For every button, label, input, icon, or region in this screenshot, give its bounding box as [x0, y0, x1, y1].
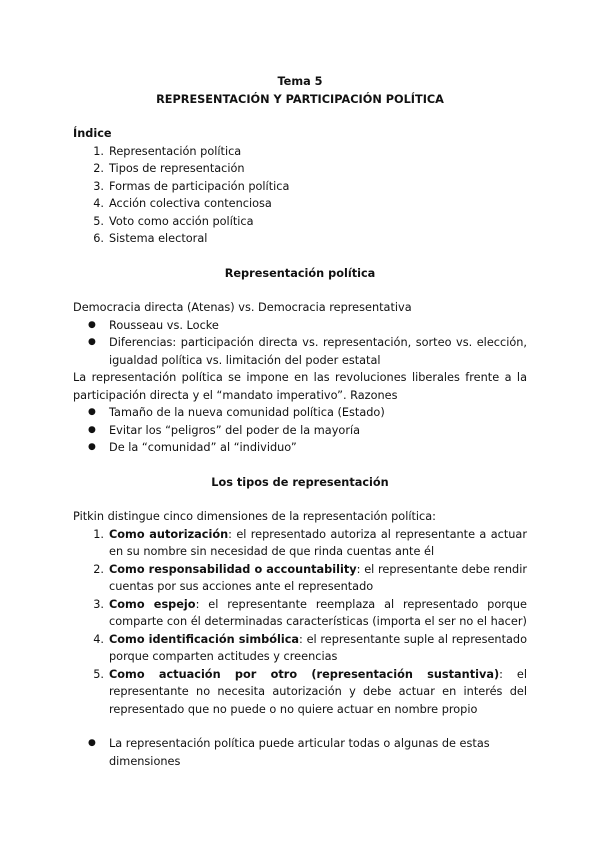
section2-intro: Pitkin distingue cinco dimensiones de la representación política:	[73, 510, 436, 523]
list-item: ● Diferencias: participación directa vs. representación, sorteo vs. elección, igualdad política vs. limitación del poder estatal	[88, 336, 527, 367]
index-item: 2. Tipos de representación	[93, 162, 245, 175]
section1-bullets-2	[73, 404, 527, 457]
document-page	[73, 73, 527, 770]
section1-paragraph: La representación política se impone en las revoluciones liberales frente a la participación directa y el “mandato imperativo”. Razones	[73, 371, 527, 402]
index-heading: Índice	[73, 127, 112, 140]
index-item: 5. Voto como acción política	[93, 214, 254, 228]
index-item: 4. Acción colectiva contenciosa	[93, 197, 272, 210]
bullet-icon: ●	[88, 424, 96, 435]
index-item: 6. Sistema electoral	[93, 232, 208, 245]
dimension-item: 3. Como espejo: el representante reemplaza al representado porque comparte con él determinadas características (importa el ser no el hacer)	[93, 597, 527, 628]
document-title: REPRESENTACIÓN Y PARTICIPACIÓN POLÍTICA	[156, 92, 444, 106]
dimensions-list	[73, 526, 527, 719]
section1-intro: Democracia directa (Atenas) vs. Democracia representativa	[73, 301, 412, 314]
bullet-icon: ●	[88, 442, 96, 452]
bullet-icon: ●	[88, 407, 96, 417]
section-heading-representacion: Representación política	[224, 266, 376, 280]
dimension-item: 2. Como responsabilidad o accountability: el representante debe rendir cuentas por sus acciones ante el representado	[93, 562, 527, 593]
spacer	[73, 718, 527, 735]
topic-number: Tema 5	[277, 75, 323, 88]
dimension-item: 1. Como autorización: el representado autoriza al representante a actuar en su nombre sin necesidad de que rinda cuentas ante él	[93, 527, 527, 558]
section1-bullets-1	[73, 317, 527, 370]
list-item: ● Rousseau vs. Locke	[73, 317, 527, 335]
list-item: ● La representación política puede articular todas o algunas de estas dimensiones	[88, 737, 490, 768]
index-item: 3. Formas de participación política	[93, 179, 290, 193]
dimension-item: 5. Como actuación por otro (representación sustantiva): el representante no necesita autorización y debe actuar en interés del representado que no puede o no quiere actuar en nombre propio	[93, 667, 527, 716]
list-item: ● Evitar los “peligros” del poder de la mayoría	[73, 422, 527, 440]
list-item: ● De la “comunidad” al “individuo”	[73, 439, 527, 457]
index-list	[73, 143, 527, 248]
bullet-icon: ●	[88, 337, 96, 347]
section-heading-tipos: Los tipos de representación	[211, 475, 389, 489]
closing-bullets	[73, 735, 527, 770]
list-item: ● Tamaño de la nueva comunidad política (Estado)	[73, 404, 527, 422]
bullet-icon: ●	[88, 319, 96, 330]
index-item: 1. Representación política	[93, 144, 242, 158]
bullet-icon: ●	[88, 738, 96, 748]
dimension-item: 4. Como identificación simbólica: el representante suple al representado porque comparten actitudes y creencias	[93, 632, 528, 663]
